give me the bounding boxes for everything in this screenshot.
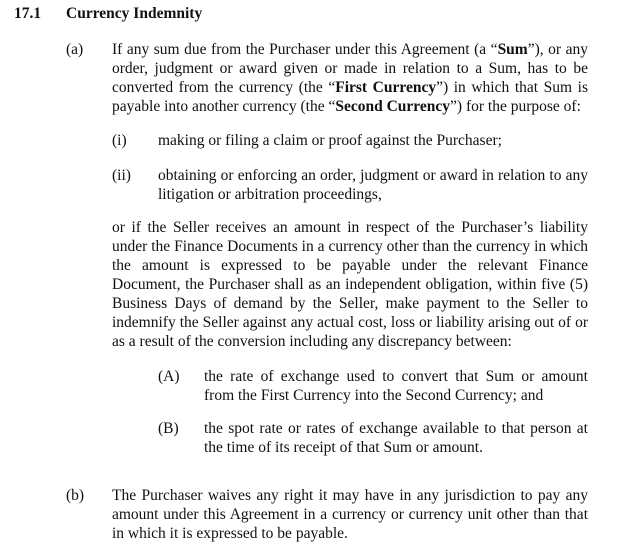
clause-number: 17.1 — [14, 5, 42, 22]
sub-a-label: (A) — [158, 368, 180, 385]
para-a-label: (a) — [66, 41, 84, 58]
para-a-text — [112, 40, 588, 116]
term-first-currency: First Currency — [335, 79, 437, 96]
sub-a-text: the rate of exchange used to convert that Sum or amount from the First Currency into the Second Currency; and — [204, 368, 588, 404]
sub-i-text: making or filing a claim or proof against the Purchaser; — [158, 132, 502, 149]
sub-ii-label: (ii) — [112, 167, 131, 184]
para-a-text-3: ”) in which that Sum is payable into another currency (the “ — [112, 79, 588, 115]
sub-i-label: (i) — [112, 132, 127, 149]
para-b-text: The Purchaser waives any right it may have in any jurisdiction to pay any amount under this Agreement in a currency or currency unit other than that in which it is expressed to be payable. — [112, 487, 588, 542]
para-a-text-4: ”) for the purpose of: — [450, 98, 581, 115]
clause-title: Currency Indemnity — [66, 5, 203, 22]
para-b-label: (b) — [66, 487, 85, 504]
para-a-text-1: If any sum due from the Purchaser under this Agreement (a “ — [112, 41, 498, 58]
para-a-text-2: ”), or any order, judgment or award given or made in relation to a Sum, has to be converted from the currency (the “ — [112, 41, 588, 96]
sub-b-label: (B) — [158, 420, 179, 437]
sub-b-text: the spot rate or rates of exchange available to that person at the time of its receipt of that Sum or amount. — [204, 420, 588, 456]
term-sum: Sum — [497, 41, 528, 58]
continuation-text: or if the Seller receives an amount in respect of the Purchaser’s liability under the Finance Documents in a currency other than the currency in which the amount is expressed to be payable under the relevant Finance Document, the Purchaser shall as an independent obligation, within five (5) Business Days of demand by the Seller, make payment to the Seller to indemnify the Seller against any actual cost, loss or liability arising out of or as a result of the conversion including any discrepancy between: — [112, 219, 588, 350]
sub-ii-text: obtaining or enforcing an order, judgment or award in relation to any litigation or arbitration proceedings, — [158, 167, 588, 203]
term-second-currency: Second Currency — [335, 98, 451, 115]
